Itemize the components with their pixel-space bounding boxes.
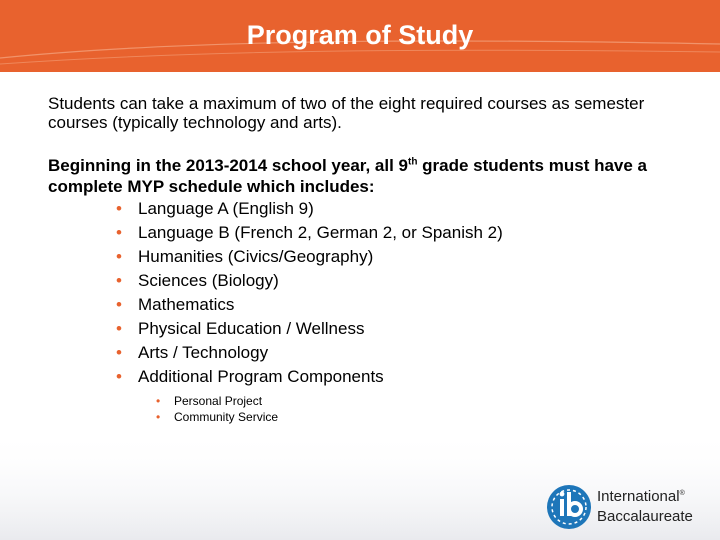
intro-paragraph: Students can take a maximum of two of the eight required courses as semester courses (typically technology and arts).: [48, 94, 645, 132]
bullet-dot-icon: •: [116, 199, 122, 218]
course-label: Mathematics: [138, 295, 235, 314]
bullet-dot-icon: •: [116, 295, 122, 314]
logo-line-2: Baccalaureate: [597, 508, 693, 525]
course-label: Sciences (Biology): [138, 271, 279, 290]
component-label: Community Service: [174, 410, 279, 424]
bullet-dot-icon: •: [116, 367, 122, 386]
bullet-dot-icon: •: [156, 394, 161, 408]
course-item: [116, 293, 688, 317]
requirements-paragraph: [48, 155, 688, 197]
course-list: [48, 197, 688, 389]
course-item: [116, 245, 688, 269]
course-label: Additional Program Components: [138, 367, 384, 386]
registered-mark: ®: [679, 490, 685, 497]
bullet-dot-icon: •: [116, 223, 122, 242]
course-item: [116, 269, 688, 293]
course-item: [116, 197, 688, 221]
course-item: [116, 317, 688, 341]
course-label: Language A (English 9): [138, 199, 314, 218]
course-label: Humanities (Civics/Geography): [138, 247, 374, 266]
course-item: [116, 341, 688, 365]
bullet-dot-icon: •: [116, 343, 122, 362]
requirements-text-end: grade students must have a complete MYP schedule which includes:: [48, 156, 648, 196]
bullet-dot-icon: •: [116, 271, 122, 290]
course-label: Language B (French 2, German 2, or Spanish 2): [138, 223, 503, 242]
ordinal-suffix: th: [407, 156, 418, 168]
course-label: Arts / Technology: [138, 343, 269, 362]
component-label: Personal Project: [174, 394, 263, 408]
course-label: Physical Education / Wellness: [138, 319, 365, 338]
component-sub-list: [48, 393, 688, 425]
component-item: [156, 393, 688, 409]
course-item: [116, 365, 688, 389]
slide-content: [48, 94, 688, 425]
logo-line-1: International: [597, 488, 680, 505]
component-item: [156, 409, 688, 425]
bullet-dot-icon: •: [116, 319, 122, 338]
requirements-text-start: Beginning in the 2013-2014 school year, all 9: [48, 156, 408, 175]
bullet-dot-icon: •: [116, 247, 122, 266]
course-item: [116, 221, 688, 245]
page-title: Program of Study: [246, 20, 474, 50]
bullet-dot-icon: •: [156, 410, 161, 424]
title-bar: [0, 0, 720, 72]
ib-logo-wordmark: [597, 484, 693, 527]
